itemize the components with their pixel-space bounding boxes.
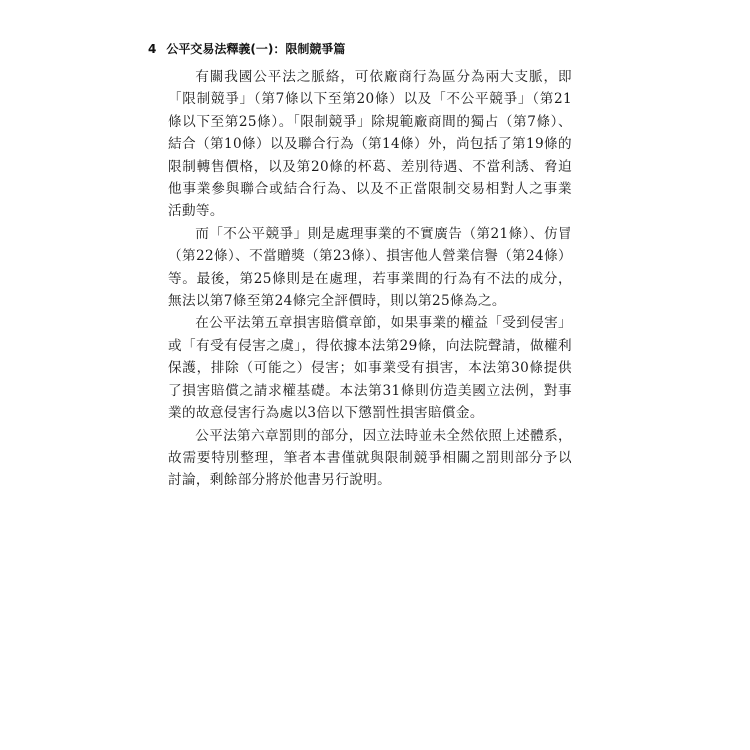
book-title: 公平交易法釋義(一)：限制競爭篇: [166, 42, 346, 56]
page-number: 4: [148, 42, 157, 56]
paragraph-1: 有關我國公平法之脈絡，可依廠商行為區分為兩大支脈，即「限制競爭」（第7條以下至第20條）以及「不公平競爭」（第21條以下至第25條）。「限制競爭」除規範廠商間的獨占（第7條）、結合（第10條）以及聯合行為（第14條）外，尚包括了第19條的限制轉售價格，以及第20條的杯葛、差別待遇、不當利誘、脅迫他事業參與聯合或結合行為、以及不正當限制交易相對人之事業活動等。: [168, 69, 572, 220]
running-header: [148, 40, 345, 57]
paragraph-3: 在公平法第五章損害賠償章節，如果事業的權益「受到侵害」或「有受有侵害之虞」，得依據本法第29條，向法院聲請，做權利保護，排除（可能之）侵害；如事業受有損害，本法第30條提供了損害賠償之請求權基礎。本法第31條則仿造美國立法例，對事業的故意侵害行為處以3倍以下懲罰性損害賠償金。: [168, 315, 572, 422]
paragraph-2: 而「不公平競爭」則是處理事業的不實廣告（第21條）、仿冒（第22條）、不當贈獎（第23條）、損害他人營業信譽（第24條）等。最後，第25條則是在處理，若事業間的行為有不法的成分，無法以第7條至第24條完全評價時，則以第25條為之。: [168, 225, 572, 310]
paragraph-4: 公平法第六章罰則的部分，因立法時並未全然依照上述體系，故需要特別整理，筆者本書僅就與限制競爭相關之罰則部分予以討論，剩餘部分將於他書另行說明。: [168, 427, 572, 489]
body-text: [168, 66, 572, 492]
